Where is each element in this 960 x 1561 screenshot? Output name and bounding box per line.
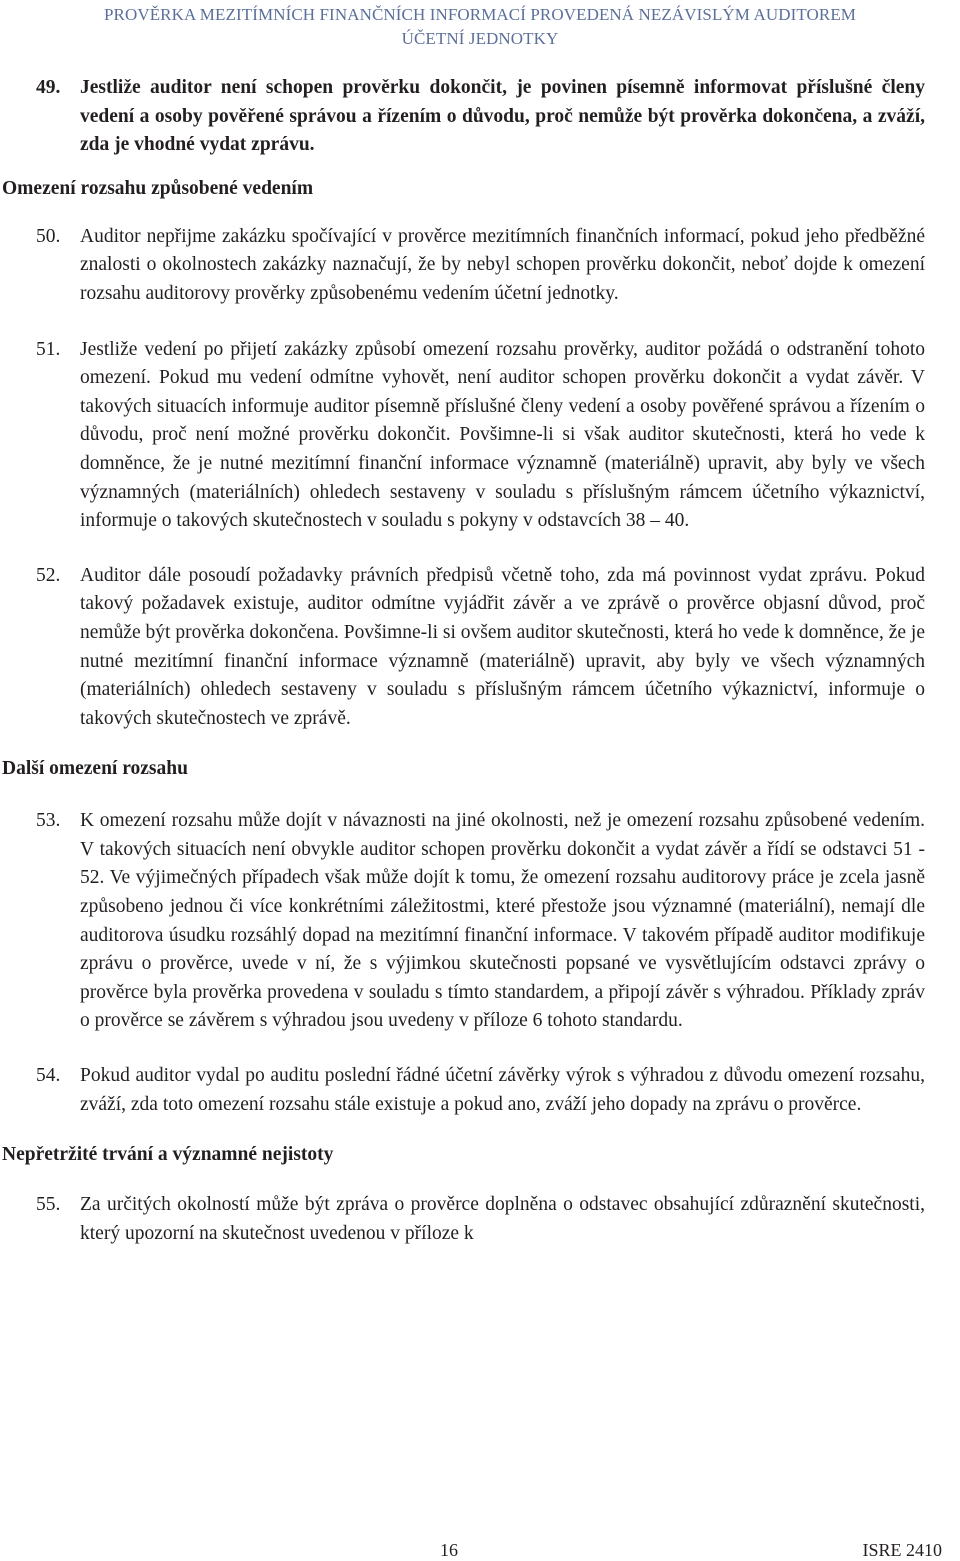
paragraph-text: Jestliže auditor není schopen prověrku dokončit, je povinen písemně informovat příslušné členy vedení a osoby pověřené správou a řízením o důvodu, proč nemůže být prověrka dokončena, a zváží, zda je vhodné vydat zprávu. [80, 77, 925, 156]
paragraph-text: K omezení rozsahu může dojít v návaznosti na jiné okolnosti, než je omezení rozsahu způsobené vedením. V takových situacích není obvykle auditor schopen prověrku dokončit a vydat závěr a řídí se odstavci 51 - 52. Ve výjimečných případech však může dojít k tomu, že omezení rozsahu auditorovy práce je zcela jasně způsobeno jednou či více konkrétními záležitostmi, které přestože jsou významné (materiální), nemají dle auditorova úsudku rozsáhlý dopad na mezitímní finanční informace. V takovém případě auditor modifikuje zprávu o prověrce, uvede v ní, že s výjimkou skutečnosti popsané ve vysvětlujícím odstavci zprávy o prověrce byla prověrka provedena v souladu s tímto standardem, a připojí závěr s výhradou. Příklady zpráv o prověrce se závěrem s výhradou jsou uvedeny v příloze 6 tohoto standardu. [80, 810, 925, 1032]
paragraph-number: 53. [36, 810, 61, 832]
document-id: ISRE 2410 [862, 1540, 942, 1560]
paragraph-text: Pokud auditor vydal po auditu poslední řádné účetní závěrky výrok s výhradou z důvodu omezení rozsahu, zváží, zda toto omezení rozsahu stále existuje a pokud ano, zváží jeho dopady na zprávu o prověrce. [80, 1065, 925, 1115]
page-number: 16 [440, 1540, 458, 1560]
document-body [0, 74, 960, 1248]
paragraph-text: Auditor nepřijme zakázku spočívající v prověrce mezitímních finančních informací, pokud jeho předběžné znalosti o okolnostech zakázky naznačují, že by nebyl schopen prověrku dokončit, neboť dojde k omezení rozsahu auditorovy prověrky způsobenému vedením účetní jednotky. [80, 225, 925, 304]
paragraph-number: 49. [36, 77, 61, 98]
paragraph-number: 55. [36, 1194, 61, 1216]
paragraph-text: Za určitých okolností může být zpráva o prověrce doplněna o odstavec obsahující zdůraznění skutečnosti, který upozorní na skutečnost uvedenou v příloze k [80, 1194, 925, 1244]
header-line-2: ÚČETNÍ JEDNOTKY [401, 29, 559, 48]
paragraph-53 [0, 807, 925, 1036]
header-line-1: PROVĚRKA MEZITÍMNÍCH FINANČNÍCH INFORMACÍ PROVEDENÁ NEZÁVISLÝM AUDITOREM [103, 5, 857, 24]
running-header [0, 3, 960, 51]
paragraph-number: 54. [36, 1065, 61, 1087]
paragraph-49 [0, 74, 925, 160]
paragraph-number: 51. [36, 338, 61, 360]
paragraph-51 [0, 336, 925, 536]
paragraph-number: 50. [36, 225, 61, 247]
section-heading-going-concern: Nepřetržité trvání a významné nejistoty [2, 1144, 334, 1166]
paragraph-text: Auditor dále posoudí požadavky právních předpisů včetně toho, zda má povinnost vydat zprávu. Pokud takový požadavek existuje, auditor odmítne vyjádřit závěr a ve zprávě o prověrce objasní důvod, proč nemůže být prověrka dokončena. Povšimne-li si ovšem auditor skutečnosti, která ho vede k domněnce, že je nutné mezitímní finanční informace významně (materiálně) upravit, aby byly ve všech významných (materiálních) ohledech sestaveny v souladu s příslušným rámcem účetního výkaznictví, informuje o takových skutečnostech ve zprávě. [80, 564, 925, 729]
paragraph-54 [0, 1062, 925, 1119]
paragraph-text: Jestliže vedení po přijetí zakázky způsobí omezení rozsahu prověrky, auditor požádá o odstranění tohoto omezení. Pokud mu vedení odmítne vyhovět, není auditor schopen prověrku dokončit a vydat závěr. V takových situacích informuje auditor písemně příslušné členy vedení a osoby pověřené správou a řízením o důvodu, proč není možné prověrku dokončit. Povšimne-li si však auditor skutečnosti, která ho vede k domněnce, že je nutné mezitímní finanční informace významně (materiálně) upravit, aby byly ve všech významných (materiálních) ohledech sestaveny v souladu s příslušným rámcem účetního výkaznictví, informuje o takových skutečnostech v souladu s pokyny v odstavcích 38 – 40. [80, 338, 925, 532]
section-heading-other-limitations: Další omezení rozsahu [2, 758, 188, 780]
paragraph-50 [0, 223, 925, 309]
section-heading-management-limitation: Omezení rozsahu způsobené vedením [2, 177, 314, 199]
paragraph-number: 52. [36, 564, 61, 586]
paragraph-52 [0, 562, 925, 734]
paragraph-55 [0, 1191, 925, 1248]
